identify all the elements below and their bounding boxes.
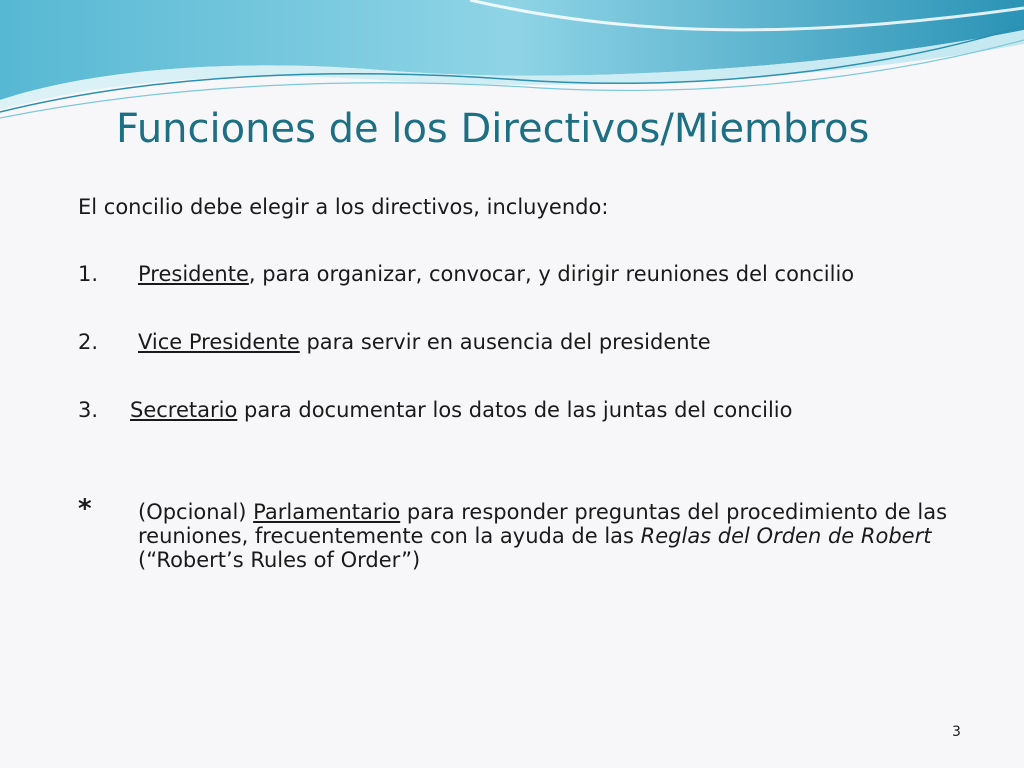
optional-book-title: Reglas del Orden de Robert xyxy=(640,524,932,548)
optional-line-2 xyxy=(138,524,968,548)
optional-body xyxy=(138,500,968,572)
optional-line-3: (“Robert’s Rules of Order”) xyxy=(138,548,421,572)
item-description: para servir en ausencia del presidente xyxy=(299,330,711,354)
intro-text: El concilio debe elegir a los directivos, incluyendo: xyxy=(78,195,609,219)
optional-prefix: (Opcional) xyxy=(138,500,254,524)
item-description: para documentar los datos de las juntas del concilio xyxy=(237,398,793,422)
item-number: 1. xyxy=(78,262,99,286)
item-term: Presidente xyxy=(138,262,249,286)
item-description: , para organizar, convocar, y dirigir reuniones del concilio xyxy=(248,262,855,286)
asterisk-marker: * xyxy=(78,494,92,524)
item-term: Vice Presidente xyxy=(138,330,300,354)
optional-line2-text: reuniones, frecuentemente con la ayuda de las xyxy=(138,524,641,548)
slide-title: Funciones de los Directivos/Miembros xyxy=(116,106,870,152)
item-number: 2. xyxy=(78,330,99,354)
item-body xyxy=(138,328,711,356)
item-number: 3. xyxy=(78,398,99,422)
item-term: Secretario xyxy=(130,398,238,422)
optional-line-1 xyxy=(138,500,968,524)
optional-term: Parlamentario xyxy=(253,500,401,524)
item-body xyxy=(130,396,792,424)
optional-line1-rest: para responder preguntas del procedimiento de las xyxy=(400,500,948,524)
item-body xyxy=(138,260,854,288)
page-number: 3 xyxy=(952,724,961,740)
